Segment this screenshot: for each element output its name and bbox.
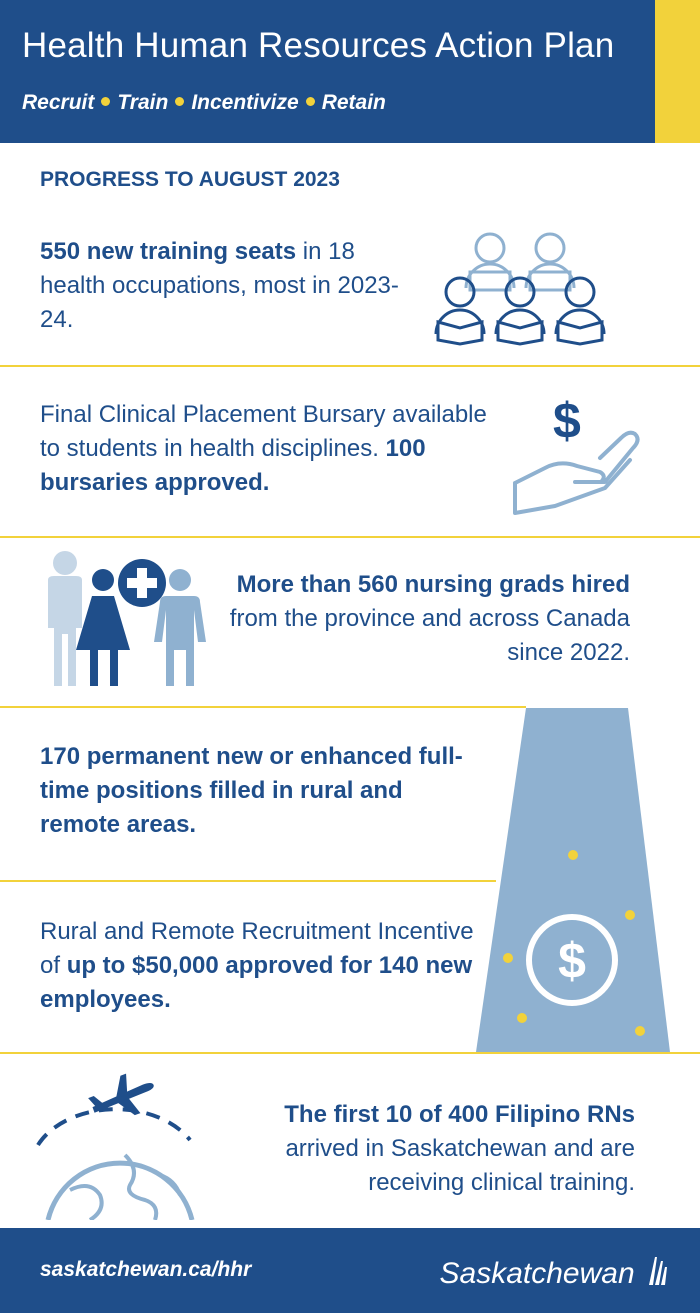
tagline-retain: Retain [321,91,386,114]
item-5-bold: up to $50,000 approved for 140 new employees. [40,952,473,1013]
item-6-bold: The first 10 of 400 Filipino RNs [284,1101,635,1128]
item-permanent-positions [40,740,480,842]
divider-1 [0,365,700,367]
page-title: Health Human Resources Action Plan [22,26,615,65]
divider-3 [0,706,526,708]
item-1-text: in 18 health occupations, most in 2023-24. [40,238,399,333]
item-5-text: Rural and Remote Recruitment Incentive of [40,918,474,979]
dollar-coin-icon [522,910,622,1010]
item-2-bold: 100 bursaries approved. [40,435,426,496]
svg-text:$: $ [558,933,586,989]
item-1-bold: 550 new training seats [40,238,297,265]
nurse-family-icon [40,550,210,690]
brand-wordmark: Saskatchewan [439,1257,635,1290]
item-3-bold: More than 560 nursing grads hired [236,571,630,598]
item-3-text: from the province and across Canada since 2022. [229,605,630,666]
divider-4 [0,880,496,882]
tagline-recruit: Recruit [22,91,95,114]
divider-5 [0,1052,700,1054]
website-link[interactable]: saskatchewan.ca/hhr [40,1258,252,1281]
saskatchewan-logo [440,1249,665,1291]
item-4-bold: 170 permanent new or enhanced full-time positions filled in rural and remote areas. [40,743,463,838]
item-training-seats [40,235,400,337]
divider-2 [0,536,700,538]
item-6-text: arrived in Saskatchewan and are receiving clinical training. [285,1135,635,1196]
item-2-text: Final Clinical Placement Bursary available to students in health disciplines. [40,401,487,462]
progress-heading: PROGRESS TO AUGUST 2023 [40,168,340,191]
svg-text:$: $ [553,393,581,449]
tagline-incentivize: Incentivize [191,91,299,114]
footer [0,1228,700,1313]
item-incentive [40,915,490,1017]
item-bursary [40,398,500,500]
item-filipino-rns [225,1098,635,1200]
globe-plane-icon [30,1070,200,1220]
hand-dollar-icon [505,388,645,518]
students-reading-icon [430,228,615,348]
saskatchewan-logo-icon [645,1253,667,1287]
tagline-train: Train [117,91,169,114]
item-nursing-grads [225,568,630,670]
